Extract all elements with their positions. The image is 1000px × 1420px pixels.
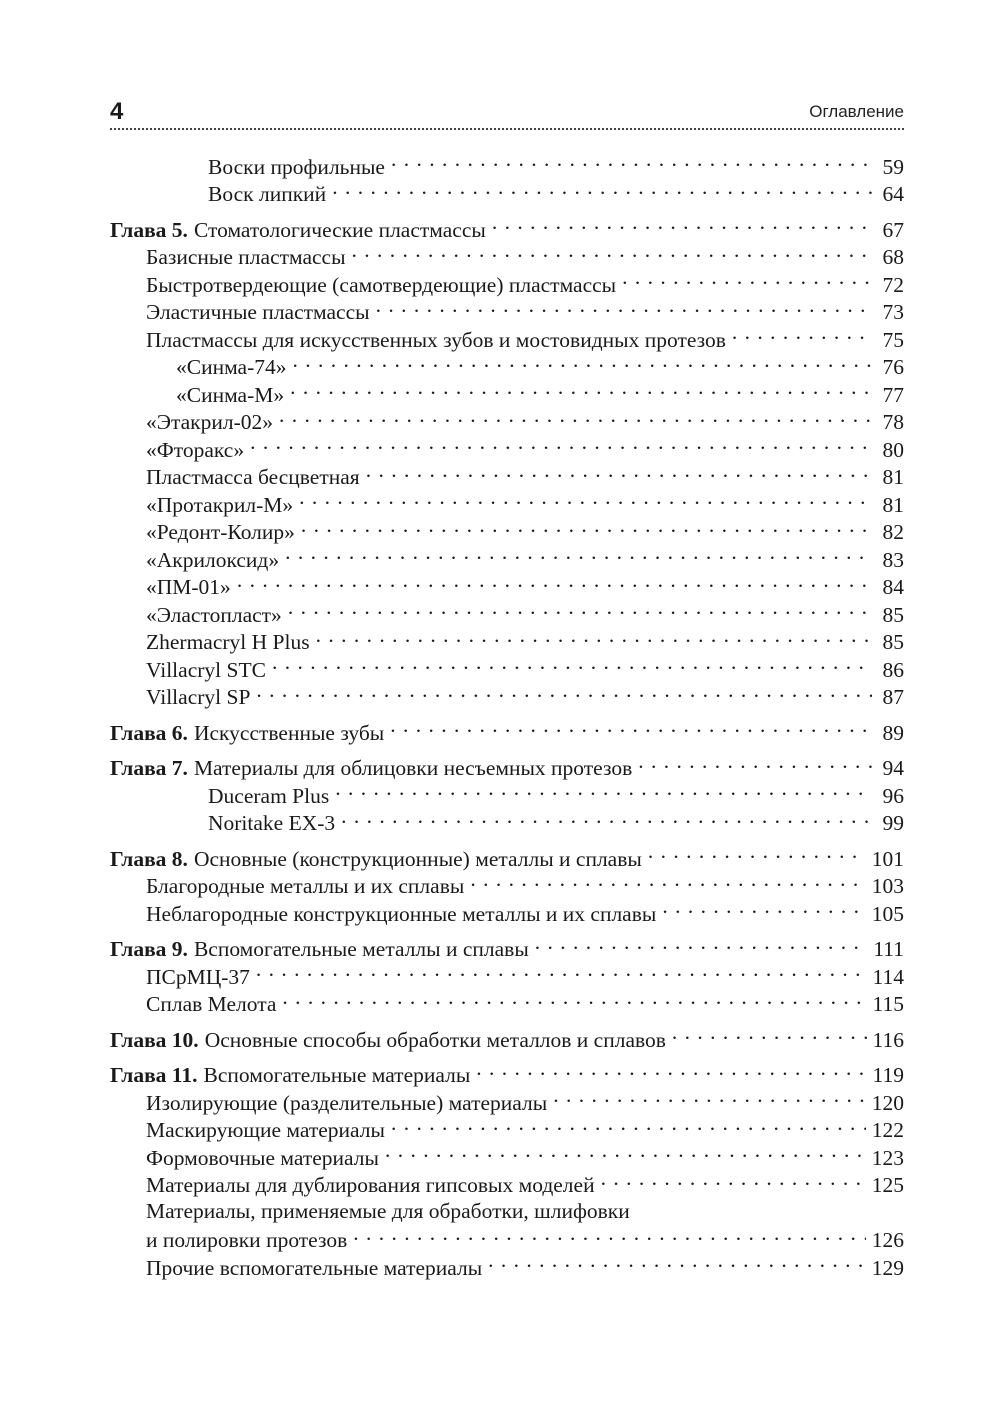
toc-entry-title: «Синма-74» (176, 355, 287, 379)
toc-entry-title: Villacryl STC (146, 657, 266, 682)
toc-page-number: 96 (882, 783, 904, 808)
dot-leader (282, 990, 866, 1012)
toc-entry-title: Базисные пластмассы (146, 245, 346, 269)
toc-page-number: 72 (882, 272, 904, 297)
toc-page-number: 126 (871, 1228, 904, 1252)
chapter-label: Глава 6. (110, 720, 188, 745)
toc-entry[interactable] (110, 518, 904, 546)
toc-page-number: 119 (872, 1063, 904, 1087)
toc-page-number: 87 (882, 685, 904, 709)
toc-page-number: 120 (871, 1090, 904, 1115)
dot-leader (535, 935, 868, 957)
toc-page-number: 116 (872, 1027, 904, 1052)
dot-leader (299, 490, 872, 512)
toc-entry[interactable] (110, 655, 904, 683)
toc-entry-title: Основные (конструкционные) металлы и сплавы (193, 846, 642, 871)
toc-entry-title: «Этакрил-02» (146, 410, 273, 434)
toc-entry[interactable] (110, 809, 904, 837)
chapter-label: Глава 9. (110, 937, 188, 961)
chapter-label: Глава 7. (110, 756, 188, 780)
toc-entry[interactable] (110, 152, 904, 180)
toc-entry-title: Прочие вспомогательные материалы (146, 1255, 483, 1280)
dot-leader (638, 754, 872, 776)
toc-page-number: 59 (882, 154, 904, 179)
toc-entry[interactable] (110, 325, 904, 353)
chapter-label: Глава 8. (110, 846, 188, 871)
toc-page-number: 82 (882, 520, 904, 544)
table-of-contents (110, 152, 904, 1281)
dot-leader (376, 298, 872, 320)
toc-entry-title: ПСрМЦ-37 (146, 964, 250, 989)
chapter-label: Глава 11. (110, 1063, 198, 1087)
toc-entry-title: Сплав Мелота (146, 992, 277, 1016)
toc-page-number: 125 (871, 1173, 904, 1197)
toc-page-number: 75 (882, 327, 904, 352)
dot-leader (470, 872, 865, 894)
dot-leader (732, 325, 872, 347)
toc-page-number: 114 (872, 964, 904, 989)
chapter-label: Глава 10. (110, 1027, 199, 1052)
toc-entry-title-line: Материалы, применяемые для обработки, шлифовки (146, 1199, 630, 1223)
toc-entry[interactable] (110, 435, 904, 463)
dot-leader (353, 1226, 865, 1248)
toc-entry-title: Неблагородные конструкционные металлы и их сплавы (146, 901, 657, 926)
dot-leader (366, 463, 872, 485)
toc-entry-title: Пластмасса бесцветная (146, 465, 360, 489)
toc-page-number: 111 (873, 937, 904, 961)
toc-entry-title: Вспомогательные металлы и сплавы (193, 937, 529, 961)
toc-page-number: 85 (882, 630, 904, 654)
toc-entry-title: Стоматологические пластмассы (193, 217, 486, 242)
toc-entry[interactable] (110, 872, 904, 900)
dot-leader (335, 781, 872, 803)
toc-entry-title: Основные способы обработки металлов и сплавов (204, 1027, 666, 1052)
dot-leader (316, 628, 872, 650)
toc-entry[interactable] (110, 408, 904, 436)
page-header (110, 96, 904, 132)
toc-entry[interactable] (110, 899, 904, 927)
toc-entry[interactable] (110, 600, 904, 628)
running-title: Оглавление (809, 102, 904, 121)
dot-leader (390, 718, 872, 740)
toc-entry[interactable] (110, 353, 904, 381)
toc-page-number: 84 (882, 575, 904, 599)
toc-entry[interactable] (110, 298, 904, 326)
toc-entry-title: «Редонт-Колир» (146, 520, 295, 544)
toc-entry-title: Быстротвердеющие (самотвердеющие) пластмассы (146, 272, 617, 297)
toc-page-number: 77 (882, 382, 904, 407)
dot-leader (488, 1253, 866, 1275)
toc-page-number: 80 (882, 437, 904, 462)
toc-entry-title: «Фторакс» (146, 437, 245, 462)
toc-entry[interactable] (110, 243, 904, 271)
toc-entry-title: Вспомогательные материалы (203, 1063, 471, 1087)
toc-entry[interactable] (110, 573, 904, 601)
toc-page-number: 83 (882, 547, 904, 572)
dot-leader (256, 962, 867, 984)
toc-page-number: 81 (882, 492, 904, 517)
toc-entry-title: Изолирующие (разделительные) материалы (146, 1090, 548, 1115)
toc-entry-title: Материалы для облицовки несъемных протезов (193, 756, 633, 780)
toc-page-number: 64 (882, 182, 904, 206)
dot-leader (391, 1116, 866, 1138)
toc-chapter-entry[interactable] (110, 844, 904, 872)
toc-entry-title: Благородные металлы и их сплавы (146, 874, 465, 898)
toc-entry-title: Эластичные пластмассы (146, 300, 370, 324)
toc-page-number: 122 (871, 1118, 904, 1142)
toc-entry[interactable] (110, 463, 904, 491)
dot-leader (279, 408, 872, 430)
toc-page-number: 81 (882, 465, 904, 489)
dot-leader (285, 545, 872, 567)
chapter-label: Глава 5. (110, 217, 188, 242)
toc-entry[interactable] (110, 490, 904, 518)
toc-page-number: 115 (872, 992, 904, 1016)
toc-entry-title: Villacryl SP (146, 685, 251, 709)
dot-leader (272, 655, 872, 677)
dot-leader (352, 243, 872, 265)
toc-entry[interactable] (110, 1171, 904, 1199)
dot-leader (391, 152, 872, 174)
toc-chapter-entry[interactable] (110, 935, 904, 963)
toc-page-number: 129 (871, 1255, 904, 1280)
dot-leader (288, 600, 872, 622)
dot-leader (301, 518, 872, 540)
toc-entry[interactable] (110, 180, 904, 208)
toc-page-number: 105 (871, 901, 904, 926)
dot-leader (332, 180, 872, 202)
toc-entry-title: Воски профильные (208, 154, 385, 179)
toc-entry-title: Пластмассы для искусственных зубов и мостовидных протезов (146, 327, 726, 352)
dot-leader (256, 683, 872, 705)
toc-entry-title: Воск липкий (208, 182, 327, 206)
toc-entry[interactable] (110, 990, 904, 1018)
dot-leader (250, 435, 872, 457)
toc-entry-title: Noritake EX-3 (208, 811, 336, 835)
toc-page-number: 101 (871, 846, 904, 871)
dot-leader (476, 1061, 866, 1083)
toc-page-number: 68 (882, 245, 904, 269)
toc-page-number: 123 (871, 1145, 904, 1170)
toc-entry-title: Формовочные материалы (146, 1145, 379, 1170)
dot-leader (492, 215, 872, 237)
page-number: 4 (110, 98, 124, 125)
dot-leader (648, 844, 866, 866)
dot-leader (341, 809, 872, 831)
toc-chapter-entry[interactable] (110, 1025, 904, 1053)
toc-chapter-entry[interactable] (110, 1061, 904, 1089)
toc-chapter-entry[interactable] (110, 754, 904, 782)
toc-page-number: 99 (882, 811, 904, 835)
dot-leader (290, 380, 872, 402)
dot-leader (622, 270, 872, 292)
toc-entry-title: «ПМ-01» (146, 575, 231, 599)
toc-entry[interactable] (110, 270, 904, 298)
toc-entry[interactable] (110, 1253, 904, 1281)
toc-chapter-entry[interactable] (110, 718, 904, 746)
toc-page-number: 89 (882, 720, 904, 745)
toc-page-number: 73 (882, 300, 904, 324)
toc-page-number: 76 (882, 355, 904, 379)
dot-leader (553, 1088, 866, 1110)
toc-page-number: 78 (882, 410, 904, 434)
dot-leader (601, 1171, 866, 1193)
toc-page-number: 103 (871, 874, 904, 898)
toc-entry[interactable] (110, 1116, 904, 1144)
header-dotted-rule (110, 128, 904, 130)
toc-entry-title: «Протакрил-М» (146, 492, 294, 517)
toc-entry-title: и полировки протезов (146, 1228, 348, 1252)
toc-entry[interactable] (110, 380, 904, 408)
toc-entry-title: Zhermacryl H Plus (146, 630, 310, 654)
dot-leader (293, 353, 872, 375)
toc-entry[interactable] (110, 545, 904, 573)
toc-entry[interactable] (110, 1088, 904, 1116)
toc-entry[interactable] (110, 1226, 904, 1254)
dot-leader (237, 573, 872, 595)
toc-page-number: 85 (882, 602, 904, 627)
toc-entry-title: Маскирующие материалы (146, 1118, 385, 1142)
toc-entry-title: Duceram Plus (208, 783, 330, 808)
toc-entry-title: «Синма-М» (176, 382, 285, 407)
toc-entry-title: Материалы для дублирования гипсовых моделей (146, 1173, 595, 1197)
toc-page-number: 86 (882, 657, 904, 682)
toc-entry[interactable] (110, 962, 904, 990)
toc-page-number: 94 (882, 756, 904, 780)
dot-leader (662, 899, 865, 921)
toc-entry[interactable] (110, 683, 904, 711)
toc-chapter-entry[interactable] (110, 215, 904, 243)
toc-entry[interactable] (110, 781, 904, 809)
toc-page-number: 67 (882, 217, 904, 242)
dot-leader (672, 1025, 867, 1047)
toc-entry-title: «Акрилоксид» (146, 547, 280, 572)
dot-leader (385, 1143, 866, 1165)
toc-entry[interactable] (110, 628, 904, 656)
toc-entry[interactable] (110, 1143, 904, 1171)
toc-entry-title: «Эластопласт» (146, 602, 282, 627)
toc-entry-title: Искусственные зубы (193, 720, 385, 745)
